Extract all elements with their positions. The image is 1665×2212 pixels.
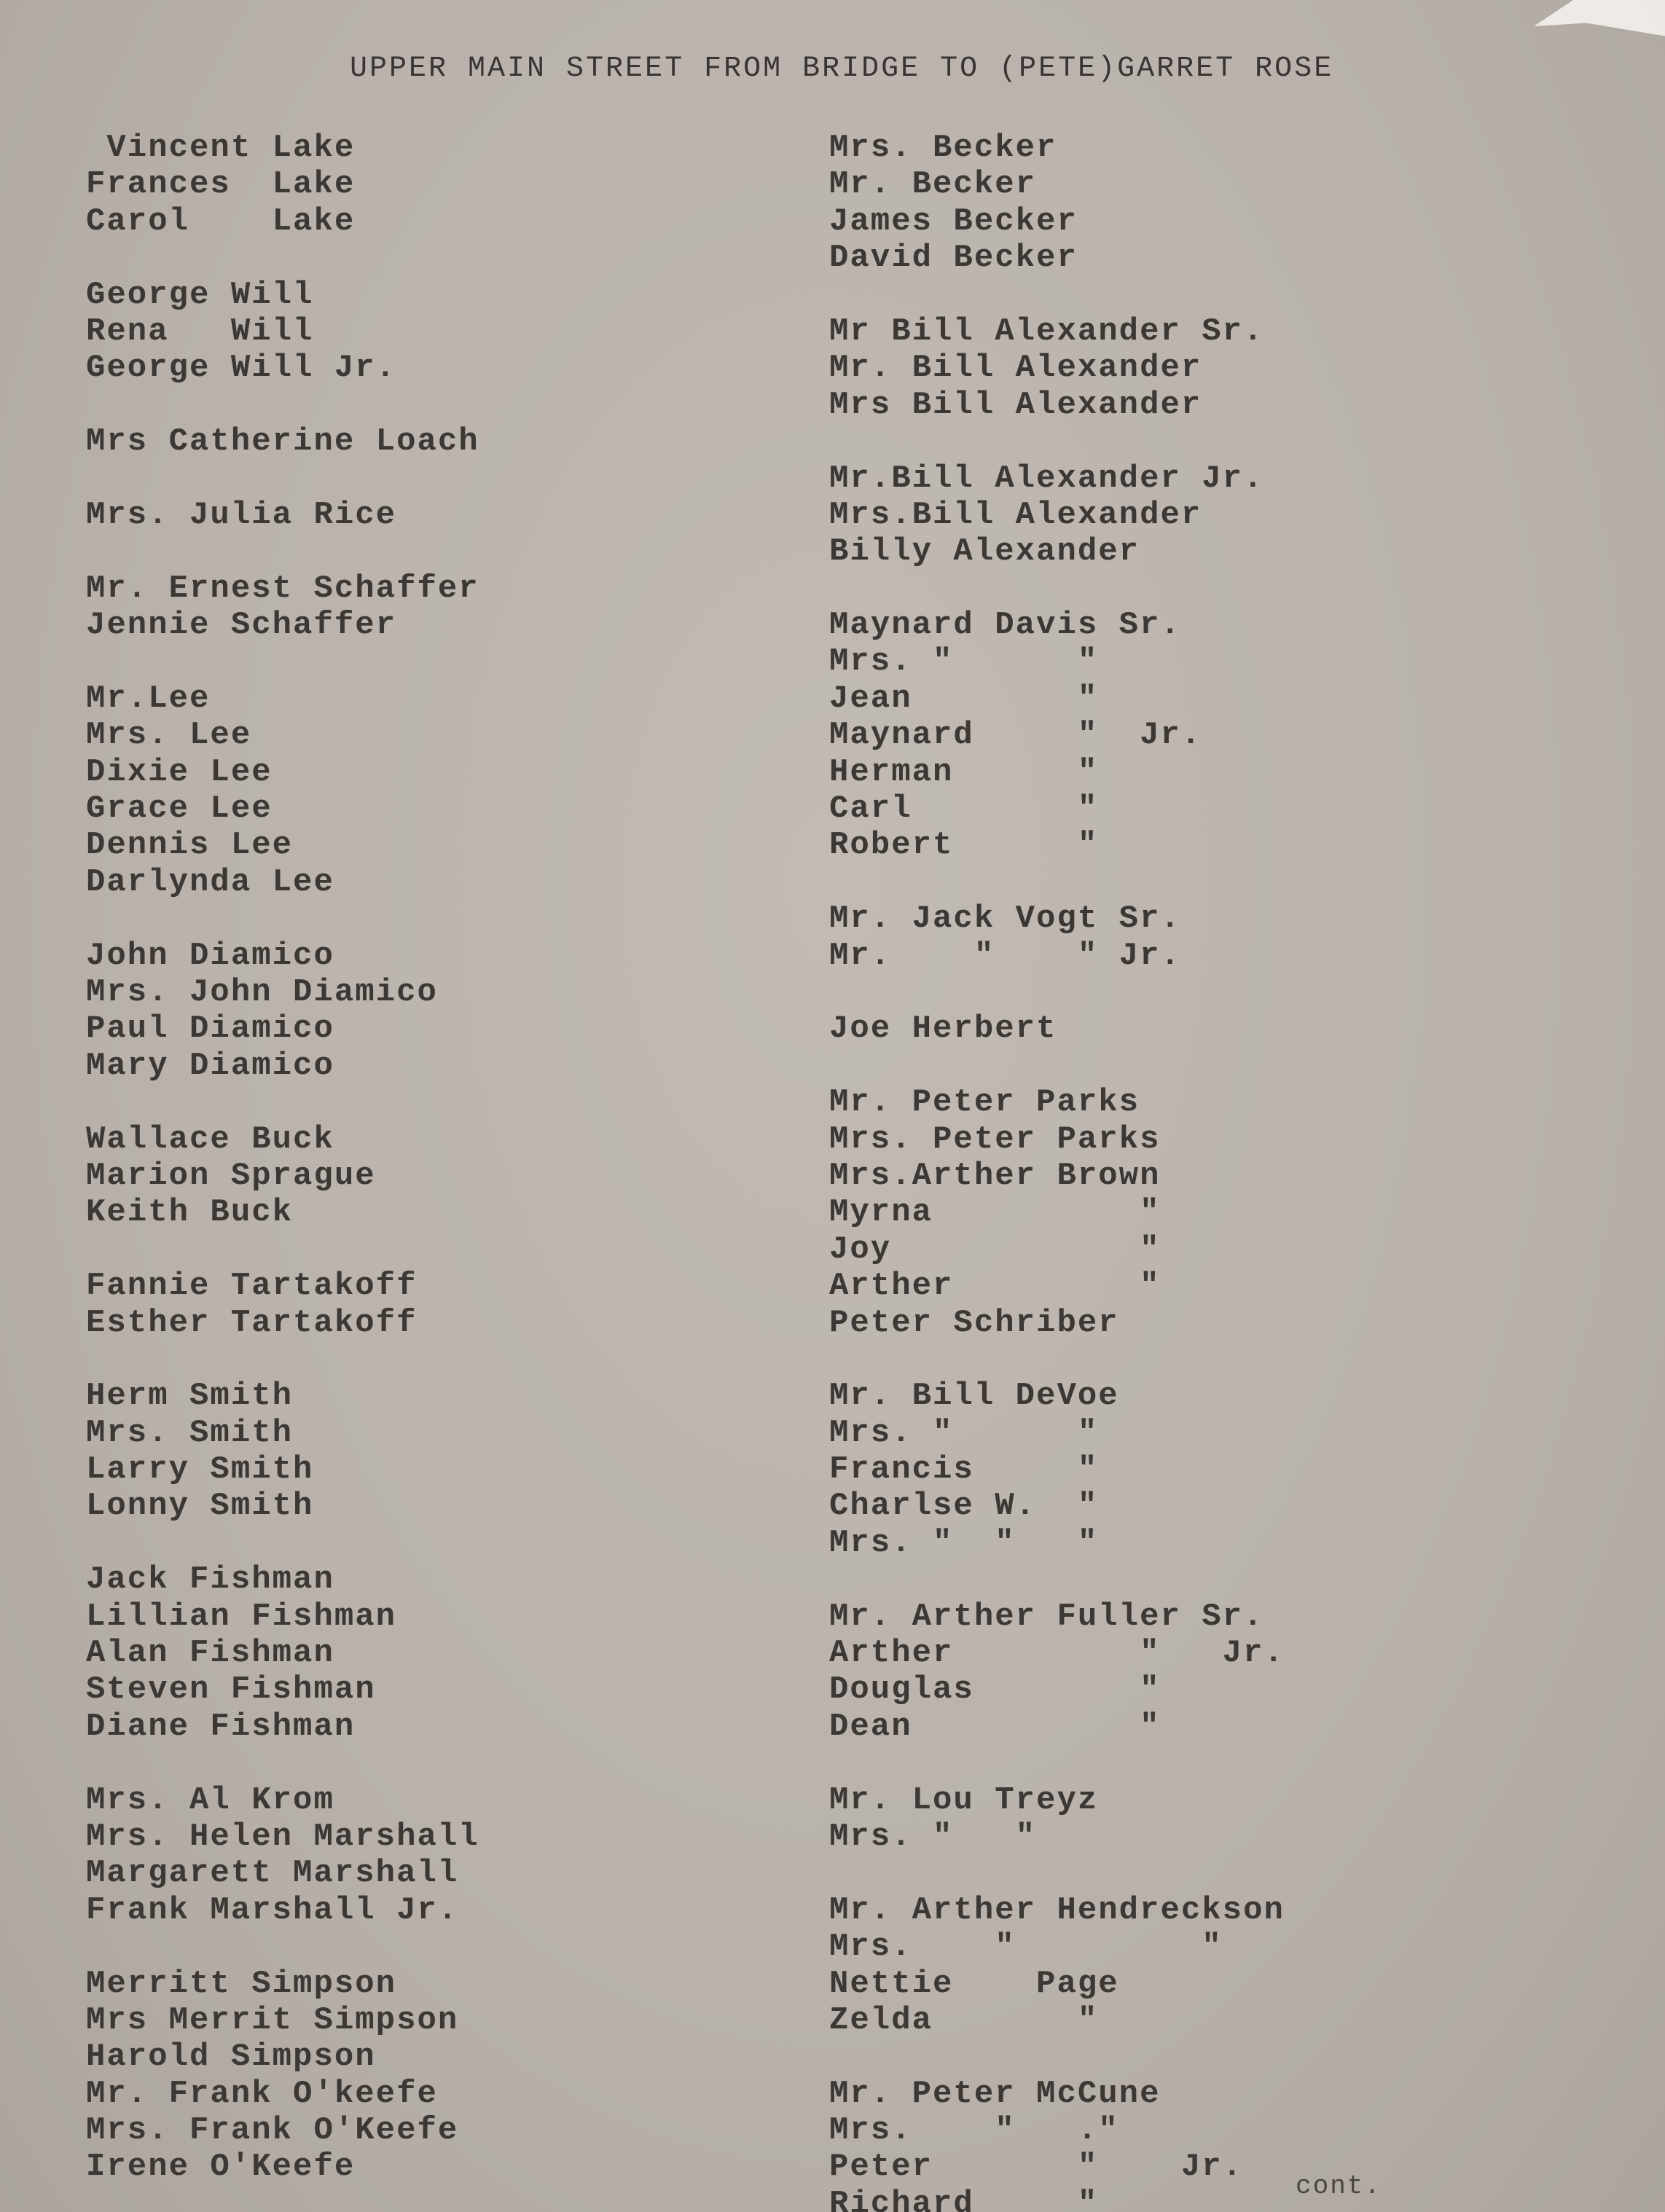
name-line bbox=[86, 643, 479, 680]
name-line: Harold Simpson bbox=[86, 2039, 376, 2076]
name-line: Myrna " bbox=[829, 1194, 1161, 1231]
name-line: Rena Will bbox=[86, 313, 314, 350]
name-line: Mr.Bill Alexander Jr. bbox=[829, 460, 1264, 497]
name-line bbox=[86, 1084, 479, 1121]
name-line: Joy " bbox=[829, 1231, 1161, 1268]
name-line: Mrs. Peter Parks bbox=[829, 1121, 1161, 1158]
name-line bbox=[86, 1929, 479, 1965]
name-line: Grace Lee bbox=[86, 791, 273, 828]
name-line bbox=[86, 460, 479, 497]
name-line: Arther " bbox=[829, 1268, 1161, 1305]
name-line bbox=[86, 1231, 479, 1268]
name-line: Mrs. " " bbox=[829, 643, 1099, 681]
name-line: Mrs. Al Krom bbox=[86, 1781, 334, 1819]
name-line: Mrs. " " bbox=[829, 1818, 1037, 1855]
name-line bbox=[829, 1048, 1285, 1084]
name-line: Merritt Simpson bbox=[86, 1965, 397, 2002]
name-line bbox=[86, 240, 479, 276]
name-line: Wallace Buck bbox=[86, 1121, 334, 1158]
name-line: Mrs. " ." bbox=[829, 2112, 1119, 2149]
name-line: Mr. Bill DeVoe bbox=[829, 1378, 1119, 1415]
name-line: Arther " Jr. bbox=[829, 1635, 1285, 1672]
name-line: Mr. Bill Alexander bbox=[829, 350, 1202, 387]
right-name-column bbox=[829, 130, 1285, 2212]
name-line: Mr Bill Alexander Sr. bbox=[829, 313, 1264, 350]
name-line: Nettie Page bbox=[829, 1965, 1119, 2002]
name-line: Francis " bbox=[829, 1451, 1099, 1489]
name-line: Lonny Smith bbox=[86, 1488, 314, 1525]
name-line: Larry Smith bbox=[86, 1451, 314, 1489]
name-line: James Becker bbox=[829, 203, 1078, 240]
name-line: Mrs. " " " bbox=[829, 1524, 1099, 1561]
name-line: Lillian Fishman bbox=[86, 1598, 397, 1635]
name-line: Paul Diamico bbox=[86, 1011, 334, 1048]
name-line bbox=[86, 1745, 479, 1781]
name-line bbox=[829, 974, 1285, 1011]
name-line bbox=[86, 533, 479, 570]
name-line: Diane Fishman bbox=[86, 1708, 356, 1745]
name-line bbox=[829, 2039, 1285, 2075]
name-line: Mr. Peter Parks bbox=[829, 1084, 1140, 1121]
name-line: Jean " bbox=[829, 680, 1099, 717]
name-line: Billy Alexander bbox=[829, 533, 1140, 570]
torn-corner bbox=[1534, 0, 1665, 66]
left-name-column bbox=[86, 130, 479, 2186]
name-line: Mr. Peter McCune bbox=[829, 2075, 1161, 2112]
name-line: Peter Schriber bbox=[829, 1304, 1119, 1341]
name-line: Mrs Merrit Simpson bbox=[86, 2001, 459, 2039]
name-line: Mary Diamico bbox=[86, 1047, 334, 1084]
name-line: Mr.Lee bbox=[86, 680, 211, 717]
name-line: Carol Lake bbox=[86, 203, 356, 240]
name-line: Mrs Catherine Loach bbox=[86, 423, 479, 460]
name-line: Mrs. " " bbox=[829, 1929, 1223, 1966]
name-line: Mrs.Bill Alexander bbox=[829, 496, 1202, 533]
name-line: Mr. Arther Hendreckson bbox=[829, 1891, 1285, 1929]
name-line: Frances Lake bbox=[86, 166, 356, 203]
name-line: Mr. Becker bbox=[829, 166, 1037, 203]
name-line: Mr. " " Jr. bbox=[829, 937, 1181, 974]
name-line: Mrs Bill Alexander bbox=[829, 386, 1202, 423]
name-line: Mrs. Frank O'Keefe bbox=[86, 2112, 459, 2149]
name-line bbox=[86, 901, 479, 937]
name-line: Mr. Arther Fuller Sr. bbox=[829, 1598, 1264, 1635]
name-line: Mrs. " " bbox=[829, 1414, 1099, 1451]
name-line: Fannie Tartakoff bbox=[86, 1268, 418, 1305]
name-line bbox=[86, 1525, 479, 1561]
name-line: Dennis Lee bbox=[86, 827, 294, 864]
name-line: Jennie Schaffer bbox=[86, 607, 397, 644]
name-line: Darlynda Lee bbox=[86, 863, 334, 901]
name-line: Richard " bbox=[829, 2185, 1099, 2212]
name-line: Carl " bbox=[829, 791, 1099, 828]
name-line bbox=[829, 1561, 1285, 1598]
name-line bbox=[86, 387, 479, 423]
name-line bbox=[829, 277, 1285, 313]
name-line: John Diamico bbox=[86, 937, 334, 974]
name-line: Mr. Ernest Schaffer bbox=[86, 570, 479, 607]
name-line: Alan Fishman bbox=[86, 1635, 334, 1672]
name-line: Mrs. Becker bbox=[829, 130, 1057, 166]
name-line: Zelda " bbox=[829, 2001, 1099, 2039]
name-line: Dean " bbox=[829, 1708, 1161, 1745]
name-line: Herm Smith bbox=[86, 1378, 294, 1415]
name-line: Peter " Jr. bbox=[829, 2149, 1244, 2186]
name-line: Charlse W. " bbox=[829, 1488, 1099, 1525]
name-line: Joe Herbert bbox=[829, 1011, 1057, 1048]
name-line: Dixie Lee bbox=[86, 753, 273, 791]
name-line: Herman " bbox=[829, 753, 1099, 791]
name-line: Mrs. Lee bbox=[86, 717, 252, 754]
name-line: Keith Buck bbox=[86, 1194, 294, 1231]
name-line: Mr. Jack Vogt Sr. bbox=[829, 901, 1181, 938]
name-line: Mrs. Helen Marshall bbox=[86, 1818, 479, 1855]
name-line: Vincent Lake bbox=[86, 130, 356, 166]
name-line: Margarett Marshall bbox=[86, 1855, 459, 1892]
name-line: Mr. Lou Treyz bbox=[829, 1781, 1099, 1819]
name-line bbox=[829, 864, 1285, 901]
name-line: Mrs.Arther Brown bbox=[829, 1157, 1161, 1194]
name-line: Mrs. Smith bbox=[86, 1414, 294, 1451]
name-line bbox=[86, 1341, 479, 1378]
name-line: Douglas " bbox=[829, 1671, 1161, 1709]
name-line bbox=[829, 1745, 1285, 1781]
name-line bbox=[829, 1341, 1285, 1378]
name-line: Robert " bbox=[829, 827, 1099, 864]
continued-note: cont. bbox=[1296, 2171, 1382, 2201]
name-line: Jack Fishman bbox=[86, 1561, 334, 1599]
name-line: Frank Marshall Jr. bbox=[86, 1891, 459, 1929]
name-line: Mrs. John Diamico bbox=[86, 973, 438, 1011]
name-line: George Will bbox=[86, 276, 314, 313]
name-line: Mrs. Julia Rice bbox=[86, 496, 397, 533]
name-line: Steven Fishman bbox=[86, 1671, 376, 1709]
name-line: Maynard " Jr. bbox=[829, 717, 1202, 754]
name-line: George Will Jr. bbox=[86, 350, 397, 387]
name-line: David Becker bbox=[829, 240, 1078, 277]
name-line bbox=[829, 570, 1285, 607]
name-line: Maynard Davis Sr. bbox=[829, 607, 1181, 644]
name-line: Mr. Frank O'keefe bbox=[86, 2075, 438, 2112]
name-line: Irene O'Keefe bbox=[86, 2149, 356, 2186]
name-line bbox=[829, 1855, 1285, 1891]
page-heading: UPPER MAIN STREET FROM BRIDGE TO (PETE)GARRET ROSE bbox=[350, 52, 1334, 85]
name-line: Marion Sprague bbox=[86, 1157, 376, 1194]
name-line bbox=[829, 423, 1285, 460]
name-line: Esther Tartakoff bbox=[86, 1304, 418, 1341]
